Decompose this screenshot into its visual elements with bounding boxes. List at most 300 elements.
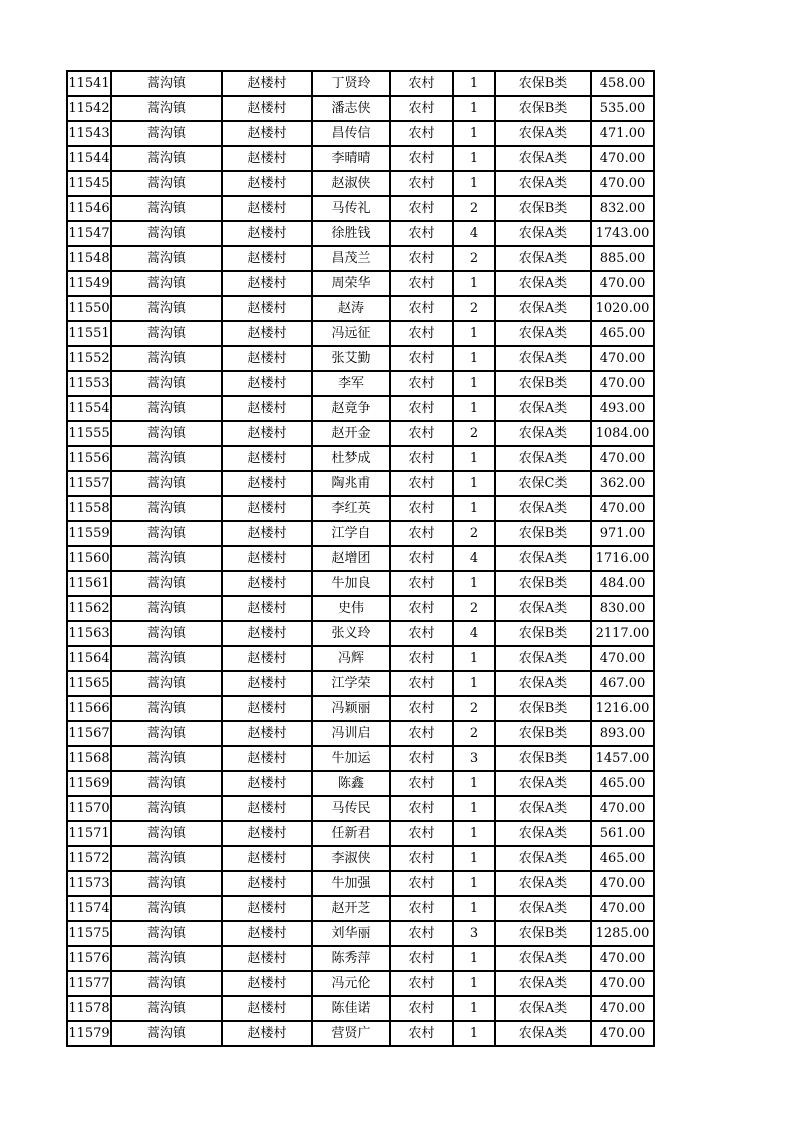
table-row bbox=[67, 946, 654, 971]
cell-amount: 493.00 bbox=[591, 396, 654, 421]
cell-serial-number: 11578 bbox=[67, 996, 111, 1021]
cell-person-count: 2 bbox=[453, 296, 495, 321]
cell-person-count: 1 bbox=[453, 796, 495, 821]
cell-amount: 1743.00 bbox=[591, 221, 654, 246]
cell-village: 赵楼村 bbox=[222, 546, 312, 571]
cell-village: 赵楼村 bbox=[222, 471, 312, 496]
cell-village: 赵楼村 bbox=[222, 396, 312, 421]
cell-village: 赵楼村 bbox=[222, 946, 312, 971]
cell-village: 赵楼村 bbox=[222, 296, 312, 321]
cell-person-count: 1 bbox=[453, 946, 495, 971]
cell-town: 蒿沟镇 bbox=[111, 546, 222, 571]
cell-village: 赵楼村 bbox=[222, 896, 312, 921]
cell-residence-type: 农村 bbox=[390, 246, 453, 271]
cell-village: 赵楼村 bbox=[222, 671, 312, 696]
table-row bbox=[67, 846, 654, 871]
cell-amount: 362.00 bbox=[591, 471, 654, 496]
cell-residence-type: 农村 bbox=[390, 421, 453, 446]
cell-serial-number: 11550 bbox=[67, 296, 111, 321]
cell-person-name: 冯远征 bbox=[312, 321, 390, 346]
cell-residence-type: 农村 bbox=[390, 971, 453, 996]
cell-amount: 470.00 bbox=[591, 996, 654, 1021]
cell-town: 蒿沟镇 bbox=[111, 571, 222, 596]
cell-person-name: 史伟 bbox=[312, 596, 390, 621]
cell-person-count: 1 bbox=[453, 896, 495, 921]
cell-person-name: 陈鑫 bbox=[312, 771, 390, 796]
table-row bbox=[67, 596, 654, 621]
cell-amount: 470.00 bbox=[591, 496, 654, 521]
cell-person-name: 张艾勤 bbox=[312, 346, 390, 371]
cell-amount: 470.00 bbox=[591, 946, 654, 971]
cell-serial-number: 11551 bbox=[67, 321, 111, 346]
cell-person-count: 1 bbox=[453, 71, 495, 96]
cell-residence-type: 农村 bbox=[390, 471, 453, 496]
cell-amount: 470.00 bbox=[591, 1021, 654, 1046]
table-row bbox=[67, 396, 654, 421]
cell-person-count: 1 bbox=[453, 471, 495, 496]
cell-residence-type: 农村 bbox=[390, 96, 453, 121]
cell-village: 赵楼村 bbox=[222, 571, 312, 596]
cell-town: 蒿沟镇 bbox=[111, 346, 222, 371]
table-row bbox=[67, 321, 654, 346]
cell-village: 赵楼村 bbox=[222, 696, 312, 721]
cell-town: 蒿沟镇 bbox=[111, 271, 222, 296]
cell-person-count: 2 bbox=[453, 521, 495, 546]
cell-town: 蒿沟镇 bbox=[111, 971, 222, 996]
cell-amount: 2117.00 bbox=[591, 621, 654, 646]
cell-village: 赵楼村 bbox=[222, 171, 312, 196]
cell-serial-number: 11577 bbox=[67, 971, 111, 996]
cell-residence-type: 农村 bbox=[390, 821, 453, 846]
cell-village: 赵楼村 bbox=[222, 371, 312, 396]
cell-residence-type: 农村 bbox=[390, 596, 453, 621]
cell-residence-type: 农村 bbox=[390, 771, 453, 796]
cell-town: 蒿沟镇 bbox=[111, 196, 222, 221]
cell-village: 赵楼村 bbox=[222, 446, 312, 471]
cell-residence-type: 农村 bbox=[390, 146, 453, 171]
cell-amount: 885.00 bbox=[591, 246, 654, 271]
cell-person-name: 周荣华 bbox=[312, 271, 390, 296]
cell-town: 蒿沟镇 bbox=[111, 746, 222, 771]
cell-insurance-category: 农保A类 bbox=[495, 421, 591, 446]
table-row bbox=[67, 621, 654, 646]
cell-residence-type: 农村 bbox=[390, 371, 453, 396]
cell-person-name: 昌传信 bbox=[312, 121, 390, 146]
cell-village: 赵楼村 bbox=[222, 846, 312, 871]
cell-residence-type: 农村 bbox=[390, 996, 453, 1021]
cell-residence-type: 农村 bbox=[390, 271, 453, 296]
table-row bbox=[67, 721, 654, 746]
table-row bbox=[67, 146, 654, 171]
cell-person-count: 1 bbox=[453, 821, 495, 846]
cell-insurance-category: 农保A类 bbox=[495, 271, 591, 296]
cell-person-count: 1 bbox=[453, 171, 495, 196]
table-row bbox=[67, 296, 654, 321]
cell-town: 蒿沟镇 bbox=[111, 146, 222, 171]
table-row bbox=[67, 421, 654, 446]
cell-insurance-category: 农保B类 bbox=[495, 696, 591, 721]
cell-serial-number: 11553 bbox=[67, 371, 111, 396]
cell-person-name: 潘志侠 bbox=[312, 96, 390, 121]
cell-person-name: 杜梦成 bbox=[312, 446, 390, 471]
cell-serial-number: 11564 bbox=[67, 646, 111, 671]
cell-town: 蒿沟镇 bbox=[111, 171, 222, 196]
table-row bbox=[67, 121, 654, 146]
cell-serial-number: 11545 bbox=[67, 171, 111, 196]
cell-person-name: 丁贤玲 bbox=[312, 71, 390, 96]
cell-insurance-category: 农保B类 bbox=[495, 621, 591, 646]
cell-person-name: 张义玲 bbox=[312, 621, 390, 646]
cell-person-count: 3 bbox=[453, 746, 495, 771]
cell-serial-number: 11557 bbox=[67, 471, 111, 496]
cell-person-count: 2 bbox=[453, 196, 495, 221]
cell-town: 蒿沟镇 bbox=[111, 946, 222, 971]
cell-person-count: 4 bbox=[453, 221, 495, 246]
table-row bbox=[67, 221, 654, 246]
cell-town: 蒿沟镇 bbox=[111, 521, 222, 546]
cell-person-count: 1 bbox=[453, 646, 495, 671]
cell-village: 赵楼村 bbox=[222, 146, 312, 171]
cell-serial-number: 11568 bbox=[67, 746, 111, 771]
cell-town: 蒿沟镇 bbox=[111, 471, 222, 496]
cell-town: 蒿沟镇 bbox=[111, 671, 222, 696]
cell-person-name: 赵涛 bbox=[312, 296, 390, 321]
cell-person-count: 1 bbox=[453, 571, 495, 596]
cell-amount: 830.00 bbox=[591, 596, 654, 621]
cell-serial-number: 11569 bbox=[67, 771, 111, 796]
cell-serial-number: 11552 bbox=[67, 346, 111, 371]
cell-insurance-category: 农保B类 bbox=[495, 721, 591, 746]
cell-person-count: 1 bbox=[453, 321, 495, 346]
cell-insurance-category: 农保A类 bbox=[495, 296, 591, 321]
table-row bbox=[67, 71, 654, 96]
cell-village: 赵楼村 bbox=[222, 121, 312, 146]
cell-village: 赵楼村 bbox=[222, 496, 312, 521]
cell-town: 蒿沟镇 bbox=[111, 321, 222, 346]
cell-person-name: 李淑侠 bbox=[312, 846, 390, 871]
cell-person-name: 冯元伦 bbox=[312, 971, 390, 996]
cell-amount: 470.00 bbox=[591, 796, 654, 821]
cell-village: 赵楼村 bbox=[222, 246, 312, 271]
cell-person-count: 1 bbox=[453, 1021, 495, 1046]
cell-person-name: 冯训启 bbox=[312, 721, 390, 746]
cell-residence-type: 农村 bbox=[390, 646, 453, 671]
cell-residence-type: 农村 bbox=[390, 846, 453, 871]
cell-serial-number: 11565 bbox=[67, 671, 111, 696]
cell-person-count: 4 bbox=[453, 546, 495, 571]
cell-village: 赵楼村 bbox=[222, 271, 312, 296]
cell-village: 赵楼村 bbox=[222, 71, 312, 96]
cell-person-name: 赵增团 bbox=[312, 546, 390, 571]
cell-residence-type: 农村 bbox=[390, 746, 453, 771]
cell-village: 赵楼村 bbox=[222, 196, 312, 221]
cell-residence-type: 农村 bbox=[390, 721, 453, 746]
cell-person-count: 1 bbox=[453, 496, 495, 521]
cell-person-count: 1 bbox=[453, 96, 495, 121]
cell-serial-number: 11567 bbox=[67, 721, 111, 746]
cell-town: 蒿沟镇 bbox=[111, 371, 222, 396]
cell-serial-number: 11548 bbox=[67, 246, 111, 271]
cell-town: 蒿沟镇 bbox=[111, 921, 222, 946]
cell-residence-type: 农村 bbox=[390, 296, 453, 321]
cell-amount: 470.00 bbox=[591, 871, 654, 896]
table-row bbox=[67, 346, 654, 371]
cell-town: 蒿沟镇 bbox=[111, 446, 222, 471]
cell-town: 蒿沟镇 bbox=[111, 646, 222, 671]
cell-serial-number: 11572 bbox=[67, 846, 111, 871]
cell-amount: 535.00 bbox=[591, 96, 654, 121]
cell-person-name: 李红英 bbox=[312, 496, 390, 521]
cell-person-count: 1 bbox=[453, 346, 495, 371]
cell-residence-type: 农村 bbox=[390, 221, 453, 246]
cell-village: 赵楼村 bbox=[222, 771, 312, 796]
cell-residence-type: 农村 bbox=[390, 121, 453, 146]
cell-town: 蒿沟镇 bbox=[111, 246, 222, 271]
table-row bbox=[67, 746, 654, 771]
cell-amount: 1216.00 bbox=[591, 696, 654, 721]
cell-serial-number: 11563 bbox=[67, 621, 111, 646]
cell-serial-number: 11579 bbox=[67, 1021, 111, 1046]
cell-town: 蒿沟镇 bbox=[111, 496, 222, 521]
cell-amount: 470.00 bbox=[591, 171, 654, 196]
cell-person-name: 冯辉 bbox=[312, 646, 390, 671]
cell-serial-number: 11566 bbox=[67, 696, 111, 721]
cell-village: 赵楼村 bbox=[222, 621, 312, 646]
cell-serial-number: 11556 bbox=[67, 446, 111, 471]
cell-village: 赵楼村 bbox=[222, 221, 312, 246]
cell-serial-number: 11547 bbox=[67, 221, 111, 246]
cell-serial-number: 11554 bbox=[67, 396, 111, 421]
cell-amount: 1716.00 bbox=[591, 546, 654, 571]
cell-residence-type: 农村 bbox=[390, 1021, 453, 1046]
cell-person-name: 刘华丽 bbox=[312, 921, 390, 946]
table-row bbox=[67, 196, 654, 221]
cell-residence-type: 农村 bbox=[390, 621, 453, 646]
cell-insurance-category: 农保B类 bbox=[495, 371, 591, 396]
cell-residence-type: 农村 bbox=[390, 696, 453, 721]
cell-village: 赵楼村 bbox=[222, 346, 312, 371]
cell-insurance-category: 农保A类 bbox=[495, 771, 591, 796]
cell-insurance-category: 农保A类 bbox=[495, 496, 591, 521]
cell-person-name: 赵竟争 bbox=[312, 396, 390, 421]
cell-residence-type: 农村 bbox=[390, 196, 453, 221]
cell-insurance-category: 农保A类 bbox=[495, 171, 591, 196]
cell-town: 蒿沟镇 bbox=[111, 296, 222, 321]
cell-town: 蒿沟镇 bbox=[111, 596, 222, 621]
cell-residence-type: 农村 bbox=[390, 796, 453, 821]
cell-village: 赵楼村 bbox=[222, 1021, 312, 1046]
cell-insurance-category: 农保A类 bbox=[495, 796, 591, 821]
cell-insurance-category: 农保A类 bbox=[495, 221, 591, 246]
cell-person-count: 1 bbox=[453, 271, 495, 296]
cell-village: 赵楼村 bbox=[222, 421, 312, 446]
cell-person-count: 1 bbox=[453, 121, 495, 146]
cell-insurance-category: 农保A类 bbox=[495, 996, 591, 1021]
cell-amount: 893.00 bbox=[591, 721, 654, 746]
table-row bbox=[67, 271, 654, 296]
cell-serial-number: 11562 bbox=[67, 596, 111, 621]
cell-town: 蒿沟镇 bbox=[111, 796, 222, 821]
cell-serial-number: 11546 bbox=[67, 196, 111, 221]
cell-town: 蒿沟镇 bbox=[111, 1021, 222, 1046]
cell-person-name: 马传礼 bbox=[312, 196, 390, 221]
table-row bbox=[67, 571, 654, 596]
table-row bbox=[67, 871, 654, 896]
cell-amount: 1020.00 bbox=[591, 296, 654, 321]
cell-amount: 465.00 bbox=[591, 321, 654, 346]
table-row bbox=[67, 446, 654, 471]
table-row bbox=[67, 521, 654, 546]
cell-amount: 470.00 bbox=[591, 271, 654, 296]
cell-residence-type: 农村 bbox=[390, 671, 453, 696]
cell-residence-type: 农村 bbox=[390, 321, 453, 346]
cell-amount: 1285.00 bbox=[591, 921, 654, 946]
table-row bbox=[67, 1021, 654, 1046]
cell-person-count: 1 bbox=[453, 671, 495, 696]
cell-person-name: 赵淑侠 bbox=[312, 171, 390, 196]
cell-town: 蒿沟镇 bbox=[111, 871, 222, 896]
cell-insurance-category: 农保A类 bbox=[495, 896, 591, 921]
cell-amount: 470.00 bbox=[591, 971, 654, 996]
cell-serial-number: 11575 bbox=[67, 921, 111, 946]
cell-insurance-category: 农保C类 bbox=[495, 471, 591, 496]
cell-person-name: 牛加良 bbox=[312, 571, 390, 596]
cell-amount: 561.00 bbox=[591, 821, 654, 846]
cell-residence-type: 农村 bbox=[390, 896, 453, 921]
table-row bbox=[67, 921, 654, 946]
cell-person-name: 徐胜钱 bbox=[312, 221, 390, 246]
cell-serial-number: 11542 bbox=[67, 96, 111, 121]
cell-amount: 470.00 bbox=[591, 346, 654, 371]
cell-person-count: 4 bbox=[453, 621, 495, 646]
cell-residence-type: 农村 bbox=[390, 346, 453, 371]
cell-amount: 465.00 bbox=[591, 771, 654, 796]
table-row bbox=[67, 796, 654, 821]
cell-town: 蒿沟镇 bbox=[111, 71, 222, 96]
cell-insurance-category: 农保B类 bbox=[495, 196, 591, 221]
cell-person-name: 任新君 bbox=[312, 821, 390, 846]
cell-village: 赵楼村 bbox=[222, 596, 312, 621]
cell-insurance-category: 农保A类 bbox=[495, 546, 591, 571]
cell-insurance-category: 农保A类 bbox=[495, 671, 591, 696]
cell-amount: 470.00 bbox=[591, 646, 654, 671]
cell-insurance-category: 农保B类 bbox=[495, 96, 591, 121]
cell-village: 赵楼村 bbox=[222, 971, 312, 996]
cell-town: 蒿沟镇 bbox=[111, 221, 222, 246]
table-row bbox=[67, 96, 654, 121]
cell-town: 蒿沟镇 bbox=[111, 896, 222, 921]
table-row bbox=[67, 896, 654, 921]
cell-insurance-category: 农保A类 bbox=[495, 596, 591, 621]
cell-serial-number: 11561 bbox=[67, 571, 111, 596]
cell-amount: 1457.00 bbox=[591, 746, 654, 771]
cell-person-name: 赵开金 bbox=[312, 421, 390, 446]
cell-residence-type: 农村 bbox=[390, 921, 453, 946]
cell-serial-number: 11571 bbox=[67, 821, 111, 846]
cell-amount: 458.00 bbox=[591, 71, 654, 96]
cell-residence-type: 农村 bbox=[390, 521, 453, 546]
cell-person-count: 3 bbox=[453, 921, 495, 946]
welfare-roster-table bbox=[66, 70, 655, 1047]
cell-serial-number: 11559 bbox=[67, 521, 111, 546]
cell-insurance-category: 农保B类 bbox=[495, 921, 591, 946]
cell-village: 赵楼村 bbox=[222, 871, 312, 896]
cell-person-name: 牛加运 bbox=[312, 746, 390, 771]
table-row bbox=[67, 471, 654, 496]
cell-person-name: 牛加强 bbox=[312, 871, 390, 896]
cell-insurance-category: 农保B类 bbox=[495, 71, 591, 96]
table-row bbox=[67, 771, 654, 796]
table-row bbox=[67, 171, 654, 196]
cell-town: 蒿沟镇 bbox=[111, 721, 222, 746]
cell-person-name: 赵开芝 bbox=[312, 896, 390, 921]
cell-serial-number: 11541 bbox=[67, 71, 111, 96]
cell-serial-number: 11574 bbox=[67, 896, 111, 921]
cell-insurance-category: 农保A类 bbox=[495, 121, 591, 146]
cell-town: 蒿沟镇 bbox=[111, 396, 222, 421]
cell-village: 赵楼村 bbox=[222, 721, 312, 746]
cell-amount: 470.00 bbox=[591, 146, 654, 171]
cell-insurance-category: 农保A类 bbox=[495, 146, 591, 171]
cell-person-count: 1 bbox=[453, 446, 495, 471]
cell-person-name: 营贤广 bbox=[312, 1021, 390, 1046]
cell-insurance-category: 农保B类 bbox=[495, 746, 591, 771]
cell-serial-number: 11544 bbox=[67, 146, 111, 171]
cell-insurance-category: 农保A类 bbox=[495, 971, 591, 996]
cell-person-count: 1 bbox=[453, 371, 495, 396]
cell-person-name: 江学自 bbox=[312, 521, 390, 546]
table-row bbox=[67, 496, 654, 521]
cell-person-name: 陈秀萍 bbox=[312, 946, 390, 971]
cell-serial-number: 11549 bbox=[67, 271, 111, 296]
table-row bbox=[67, 246, 654, 271]
cell-person-name: 陶兆甫 bbox=[312, 471, 390, 496]
cell-serial-number: 11570 bbox=[67, 796, 111, 821]
cell-insurance-category: 农保A类 bbox=[495, 246, 591, 271]
cell-person-count: 1 bbox=[453, 996, 495, 1021]
cell-village: 赵楼村 bbox=[222, 996, 312, 1021]
cell-serial-number: 11558 bbox=[67, 496, 111, 521]
cell-person-name: 冯颖丽 bbox=[312, 696, 390, 721]
cell-person-name: 江学荣 bbox=[312, 671, 390, 696]
cell-village: 赵楼村 bbox=[222, 96, 312, 121]
cell-insurance-category: 农保A类 bbox=[495, 321, 591, 346]
cell-village: 赵楼村 bbox=[222, 921, 312, 946]
cell-person-name: 马传民 bbox=[312, 796, 390, 821]
cell-person-count: 2 bbox=[453, 596, 495, 621]
cell-amount: 1084.00 bbox=[591, 421, 654, 446]
table-row bbox=[67, 821, 654, 846]
cell-amount: 484.00 bbox=[591, 571, 654, 596]
cell-town: 蒿沟镇 bbox=[111, 621, 222, 646]
table-row bbox=[67, 696, 654, 721]
cell-person-count: 2 bbox=[453, 246, 495, 271]
cell-serial-number: 11576 bbox=[67, 946, 111, 971]
cell-residence-type: 农村 bbox=[390, 396, 453, 421]
cell-town: 蒿沟镇 bbox=[111, 846, 222, 871]
table-row bbox=[67, 971, 654, 996]
cell-insurance-category: 农保A类 bbox=[495, 646, 591, 671]
cell-person-name: 李晴晴 bbox=[312, 146, 390, 171]
cell-amount: 471.00 bbox=[591, 121, 654, 146]
cell-residence-type: 农村 bbox=[390, 871, 453, 896]
cell-insurance-category: 农保B类 bbox=[495, 571, 591, 596]
cell-person-count: 1 bbox=[453, 846, 495, 871]
cell-person-count: 1 bbox=[453, 871, 495, 896]
cell-insurance-category: 农保A类 bbox=[495, 821, 591, 846]
cell-person-count: 1 bbox=[453, 771, 495, 796]
cell-town: 蒿沟镇 bbox=[111, 696, 222, 721]
